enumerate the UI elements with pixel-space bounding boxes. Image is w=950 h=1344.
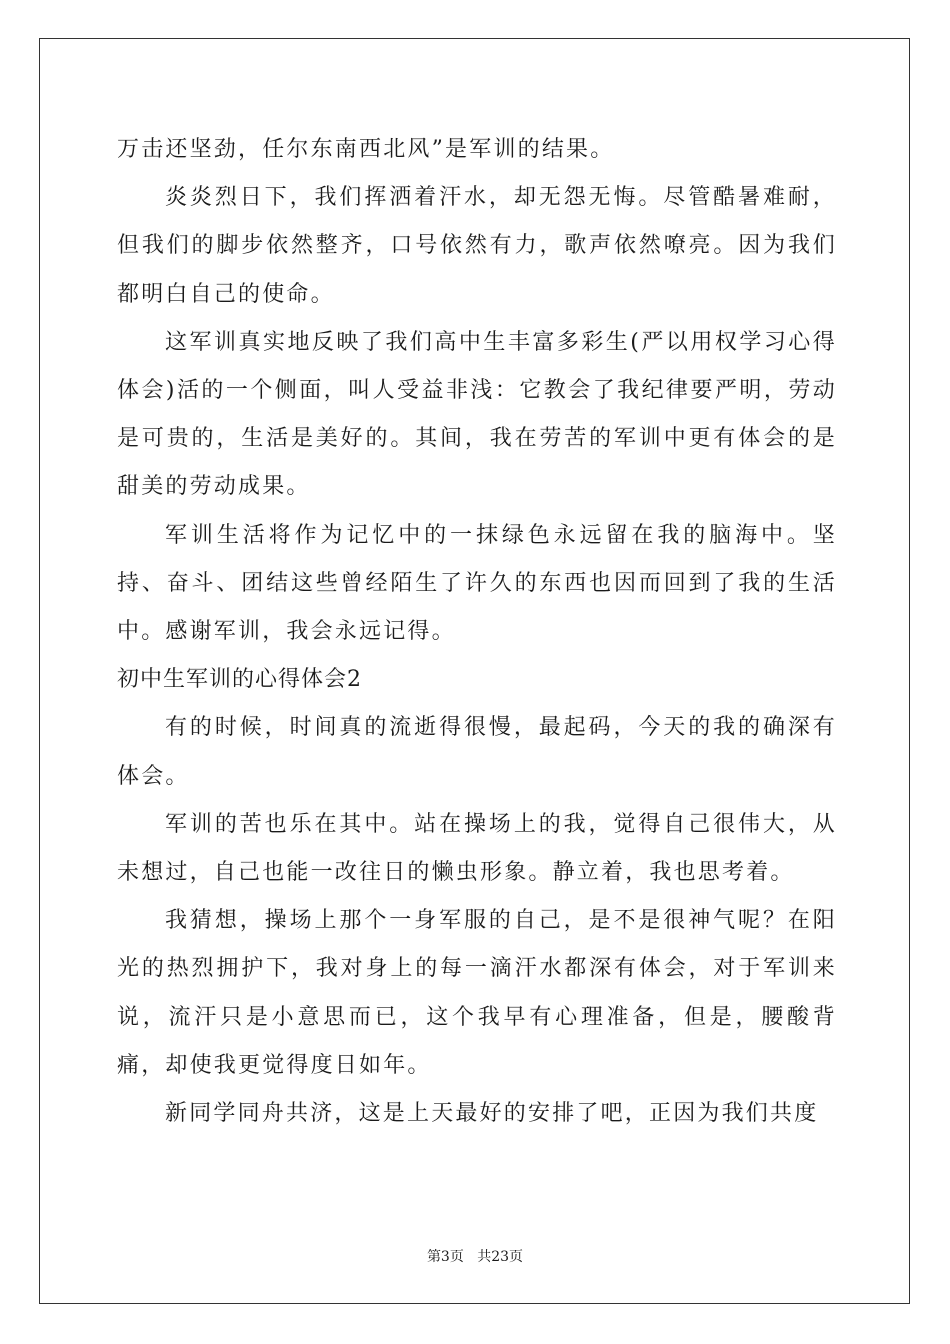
section-heading: 初中生军训的心得体会2	[117, 667, 362, 693]
footer-spacer	[464, 1249, 477, 1265]
document-body	[117, 126, 837, 1138]
paragraph: 万击还坚劲，任尔东南西北风”是军训的结果。	[117, 137, 615, 162]
page-number: 第3页	[426, 1249, 464, 1265]
paragraph: 军训生活将作为记忆中的一抹绿色永远留在我的脑海中。坚持、奋斗、团结这些曾经陌生了许久的东西也因而回到了我的生活中。感谢军训，我会永远记得。	[117, 522, 837, 645]
page-total: 共23页	[477, 1249, 524, 1265]
paragraph: 我猜想，操场上那个一身军服的自己，是不是很神气呢？在阳光的热烈拥护下，我对身上的每一滴汗水都深有体会，对于军训来说，流汗只是小意思而已，这个我早有心理准备，但是，腰酸背痛，却使我更觉得度日如年。	[117, 908, 837, 1078]
paragraph: 炎炎烈日下，我们挥洒着汗水，却无怨无悔。尽管酷暑难耐，但我们的脚步依然整齐，口号依然有力，歌声依然嘹亮。因为我们都明白自己的使命。	[117, 185, 837, 307]
paragraph: 这军训真实地反映了我们高中生丰富多彩生(严以用权学习心得体会)活的一个侧面，叫人受益非浅：它教会了我纪律要严明，劳动是可贵的，生活是美好的。其间，我在劳苦的军训中更有体会的是甜美的劳动成果。	[117, 329, 837, 500]
paragraph: 有的时候，时间真的流逝得很慢，最起码，今天的我的确深有体会。	[117, 715, 837, 789]
page-footer	[0, 1247, 950, 1267]
paragraph: 军训的苦也乐在其中。站在操场上的我，觉得自己很伟大，从未想过，自己也能一改往日的懒虫形象。静立着，我也思考着。	[117, 811, 837, 886]
paragraph: 新同学同舟共济，这是上天最好的安排了吧，正因为我们共度	[165, 1101, 819, 1127]
